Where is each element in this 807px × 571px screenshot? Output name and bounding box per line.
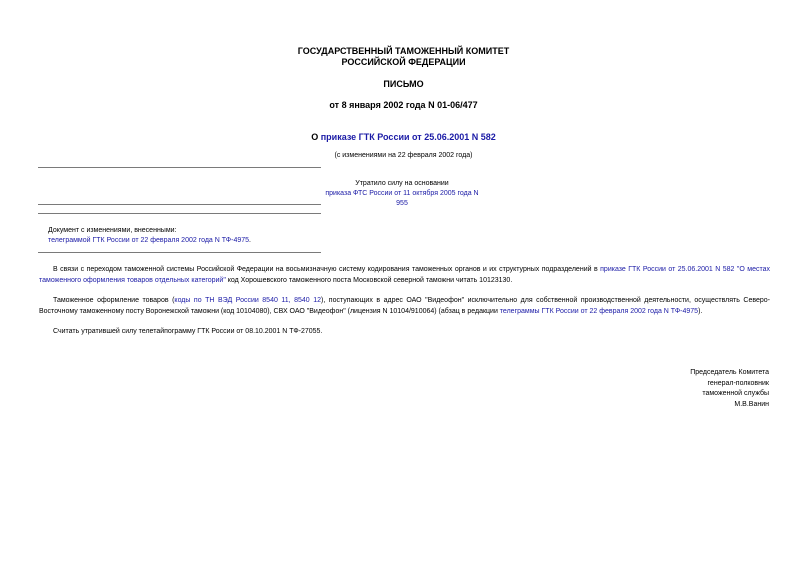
telegram-link[interactable]: телеграммой ГТК России от 22 февраля 2002 года N ТФ-4975 [48, 237, 250, 244]
lost-force-note [322, 179, 482, 209]
p1-text-b: код Хорошевского таможенного поста Московской северной таможни читать 10123130. [225, 276, 513, 284]
lost-force-label: Утратило силу на основании [355, 180, 449, 187]
telegram-edition-link[interactable]: телеграммы ГТК России от 22 февраля 2002 года N ТФ-4975 [499, 307, 699, 315]
separator-rule [38, 167, 321, 168]
subject-prefix: О [311, 132, 321, 142]
body-paragraph-1 [39, 265, 770, 286]
fts-order-link[interactable]: приказа ФТС России от 11 октября 2005 года N 955 [325, 190, 479, 207]
separator-rule [38, 204, 321, 205]
changes-label: Документ с изменениями, внесенными: [48, 227, 177, 234]
signatory-rank: генерал-полковник [707, 379, 769, 387]
signatory-name: М.В.Ванин [734, 400, 769, 408]
document-subject [0, 132, 807, 143]
document-type: ПИСЬМО [383, 79, 424, 89]
changes-trailing: . [249, 237, 251, 244]
p2-text-c: ). [698, 307, 703, 315]
body-paragraph-3 [39, 327, 770, 338]
subject-order-link[interactable]: приказе ГТК России от 25.06.2001 N 582 [320, 132, 496, 142]
separator-rule [38, 252, 321, 253]
amendments-note: (с изменениями на 22 февраля 2002 года) [334, 152, 473, 159]
p1-text-a: В связи с переходом таможенной системы Российской Федерации на восьмизначную систему кодирования таможенных органов и их структурных подразделений в [53, 266, 601, 273]
p2-text-b: ), поступающих в адрес ОАО "Видеофон" исключительно для собственной производственной деятельности, осуществлять Северо-Восточному таможенному посту Воронежской таможни (код 10104080), СВХ ОАО "Видеофон" (лицензия N 10104/910064) (абзац в редакции [39, 297, 770, 315]
authority-line-1: ГОСУДАРСТВЕННЫЙ ТАМОЖЕННЫЙ КОМИТЕТ [297, 46, 510, 56]
body-paragraph-2 [39, 296, 770, 317]
tn-ved-codes-link[interactable]: коды по ТН ВЭД России 8540 11, 8540 12 [174, 297, 321, 304]
authority-line-2: РОССИЙСКОЙ ФЕДЕРАЦИИ [341, 57, 466, 67]
signature-block [690, 368, 769, 410]
separator-rule [38, 213, 321, 214]
document-date-number: от 8 января 2002 года N 01-06/477 [329, 100, 478, 110]
p2-text-a: Таможенное оформление товаров ( [53, 297, 175, 304]
p3-text: Считать утратившей силу телетайпограмму ГТК России от 08.10.2001 N ТФ-27055. [53, 328, 323, 335]
order-582-link[interactable]: приказе ГТК России от 25.06.2001 N 582 "О местах таможенного оформления товаров отдельных категорий" [39, 266, 770, 284]
signatory-position: Председатель Комитета [690, 369, 769, 376]
issuing-authority [0, 46, 807, 68]
signatory-service: таможенной службы [702, 390, 769, 397]
document-changes-note [48, 226, 328, 246]
